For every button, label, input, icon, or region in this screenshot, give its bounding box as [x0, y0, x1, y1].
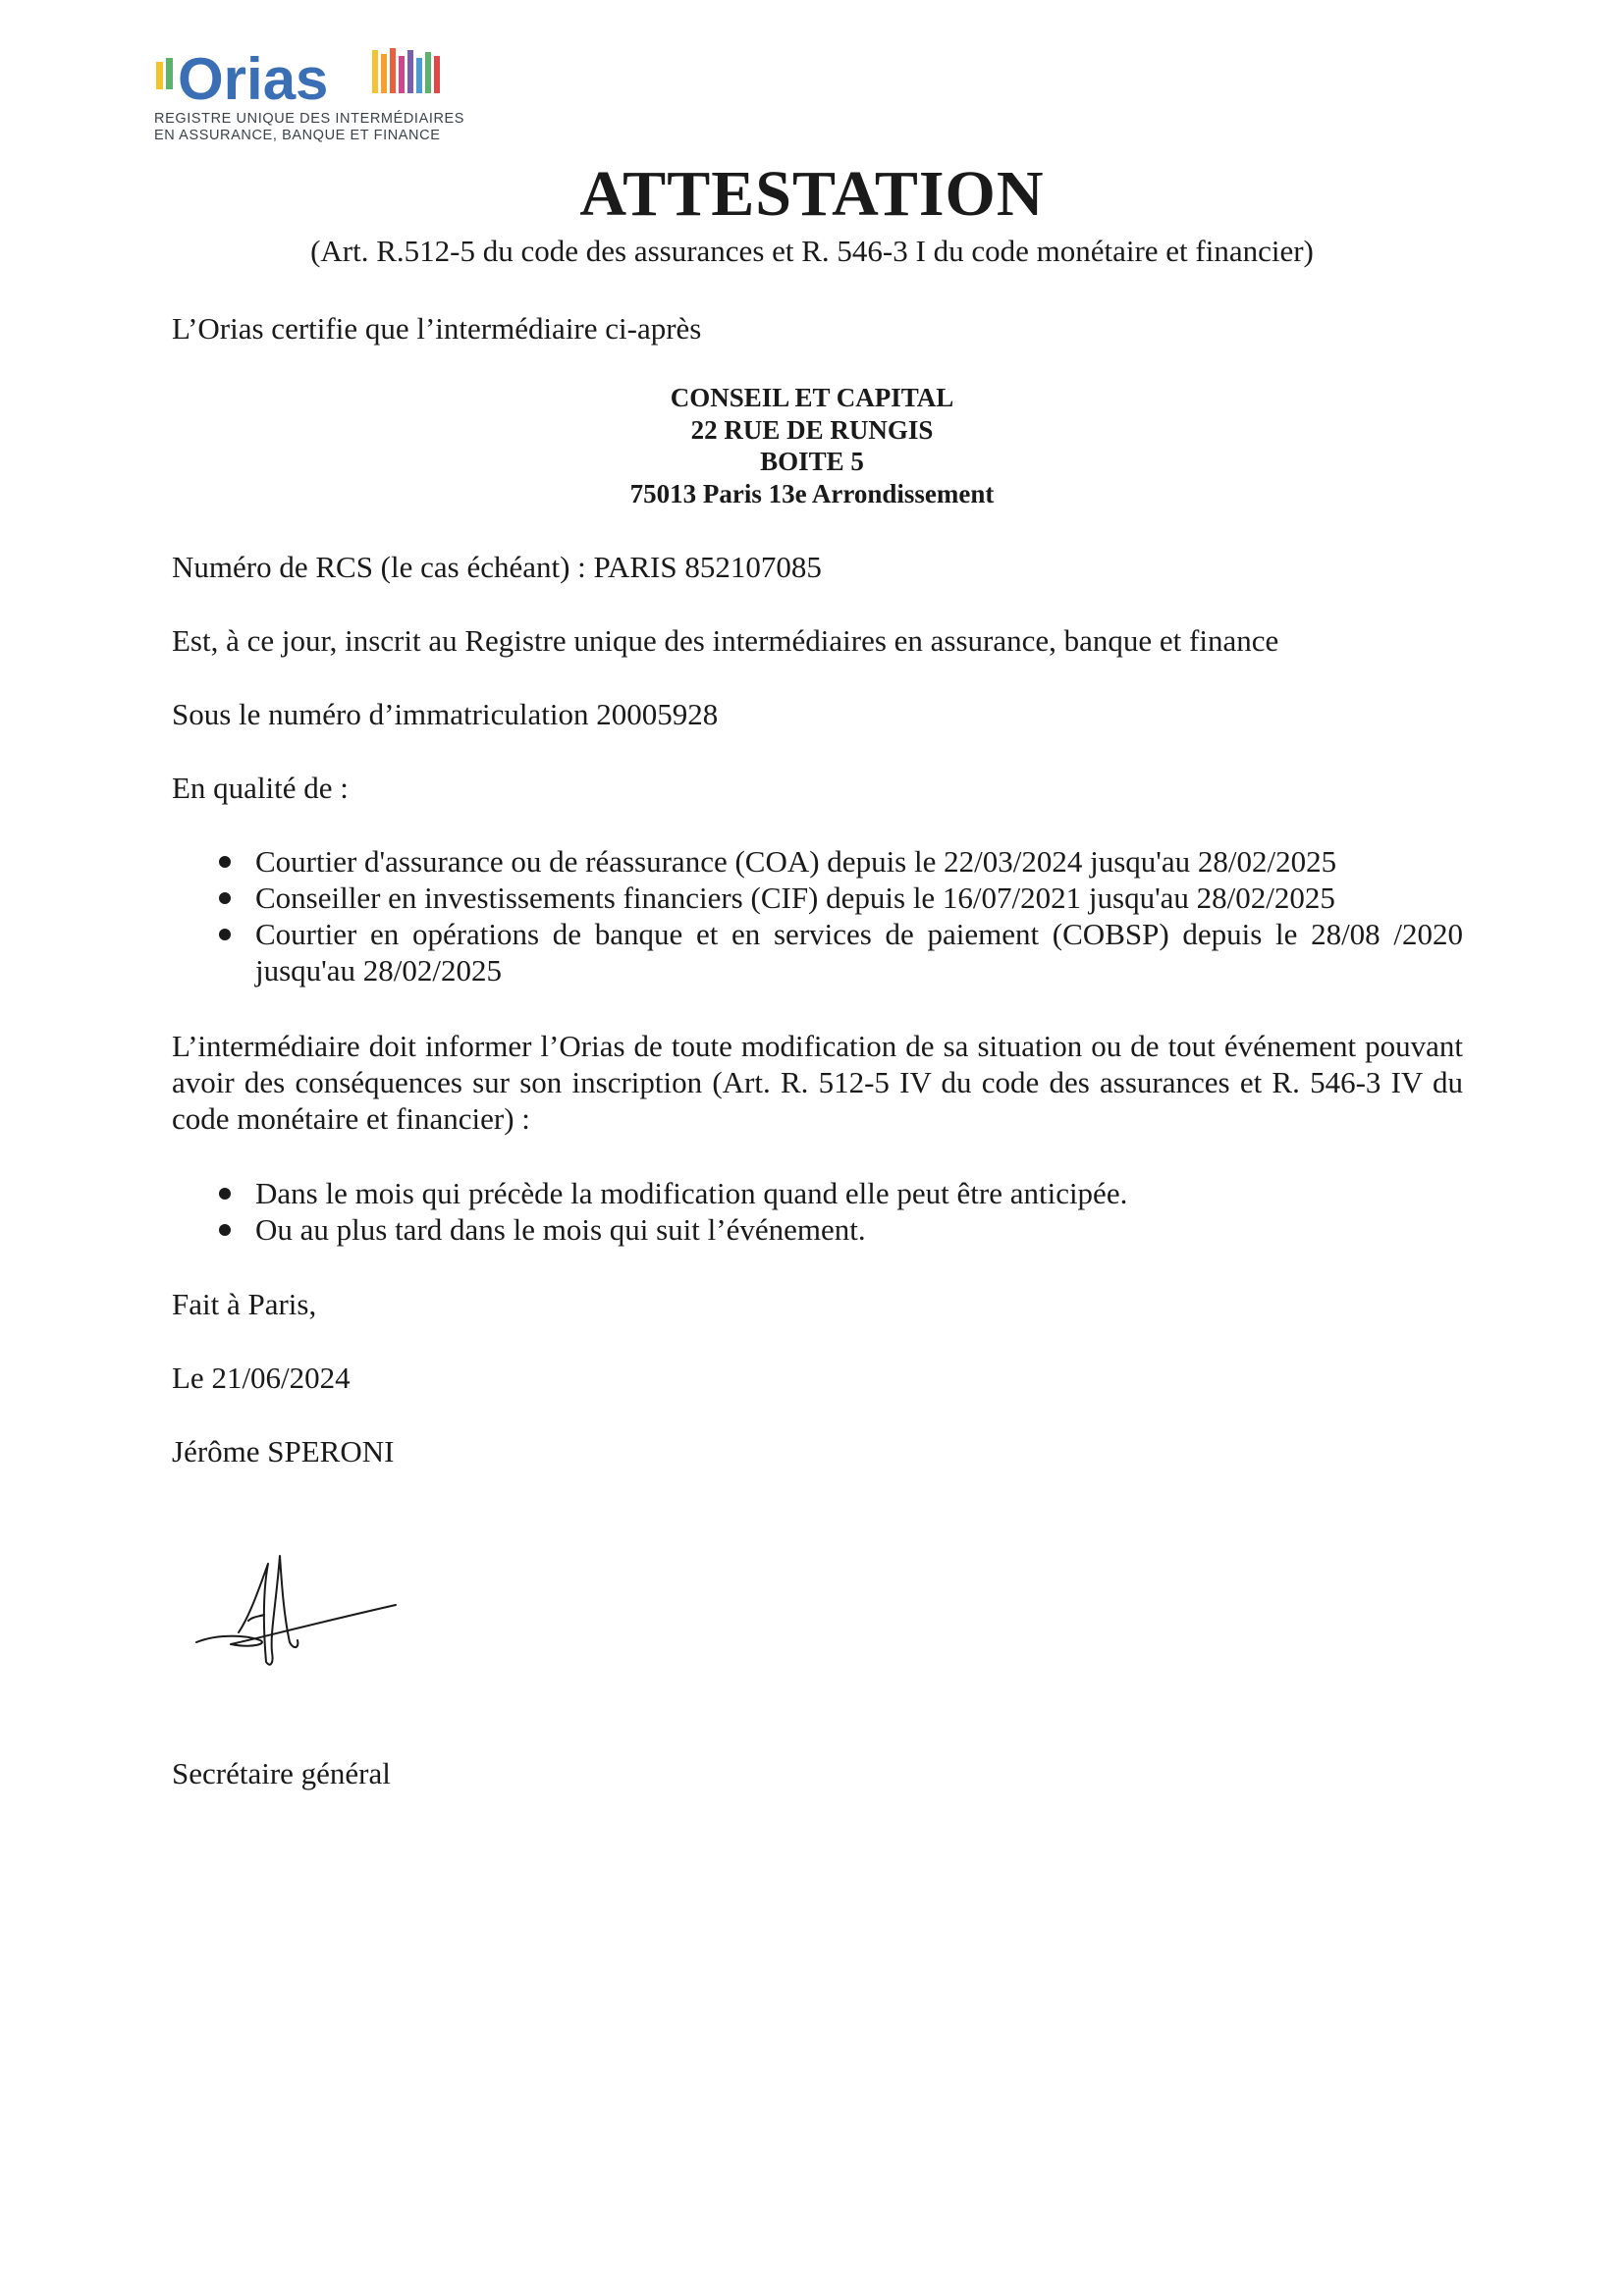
address-box: BOITE 5	[760, 447, 864, 476]
company-name: CONSEIL ET CAPITAL	[670, 383, 954, 412]
obligation-item-text: Ou au plus tard dans le mois qui suit l’événement.	[255, 1212, 866, 1247]
bullet-icon	[219, 1224, 231, 1236]
list-item	[172, 843, 1463, 880]
document-subtitle: (Art. R.512-5 du code des assurances et R. 546-3 I du code monétaire et financier)	[310, 234, 1314, 268]
bullet-icon	[219, 929, 231, 940]
list-item	[172, 916, 1463, 988]
orias-logo-tagline	[154, 111, 478, 144]
bullet-icon	[219, 892, 231, 904]
bullet-icon	[219, 856, 231, 868]
capacities-list	[172, 843, 1463, 988]
capacity-text: Conseiller en investissements financiers (CIF) depuis le 16/07/2021 jusqu'au 28/02/2025	[255, 881, 1335, 915]
address-city: 75013 Paris 13e Arrondissement	[629, 478, 995, 508]
document-title: ATTESTATION	[579, 158, 1045, 230]
obligation-paragraph: L’intermédiaire doit informer l’Orias de toute modification de sa situation ou de tout événement pouvant avoir des conséquences sur son inscription (Art. R. 512-5 IV du code des assurances et R. 546-3 IV du code monétaire et financier) :	[172, 1029, 1463, 1136]
registration-number: Sous le numéro d’immatriculation 20005928	[172, 697, 719, 731]
intro-text: L’Orias certifie que l’intermédiaire ci-après	[172, 311, 702, 346]
capacity-label: En qualité de :	[172, 771, 349, 805]
signatory-name: Jérôme SPERONI	[172, 1434, 395, 1468]
orias-wordmark: Orias	[178, 46, 329, 107]
list-item	[172, 1175, 1463, 1211]
orias-logo-mark	[154, 46, 478, 107]
address-street: 22 RUE DE RUNGIS	[690, 414, 934, 445]
capacity-text: Courtier d'assurance ou de réassurance (COA) depuis le 22/03/2024 jusqu'au 28/02/2025	[255, 844, 1337, 879]
place: Fait à Paris,	[172, 1287, 317, 1321]
registration-statement: Est, à ce jour, inscrit au Registre unique des intermédiaires en assurance, banque et finance	[172, 623, 1279, 658]
obligation-item-text: Dans le mois qui précède la modification quand elle peut être anticipée.	[255, 1176, 1128, 1210]
orias-logo	[154, 46, 468, 149]
bullet-icon	[219, 1188, 231, 1200]
logo-tagline-line2: EN ASSURANCE, BANQUE ET FINANCE	[154, 128, 441, 143]
logo-tagline-line1: REGISTRE UNIQUE DES INTERMÉDIAIRES	[154, 111, 465, 127]
list-item	[172, 880, 1463, 916]
intermediary-address	[0, 382, 1624, 509]
handwritten-signature	[191, 1546, 407, 1683]
list-item	[172, 1211, 1463, 1248]
rcs-number: Numéro de RCS (le cas échéant) : PARIS 852107085	[172, 550, 822, 584]
obligation-list	[172, 1175, 1463, 1248]
capacity-text: Courtier en opérations de banque et en services de paiement (COBSP) depuis le 28/08 /2020 jusqu'au 28/02/2025	[255, 917, 1463, 988]
signatory-role: Secrétaire général	[172, 1756, 391, 1790]
date: Le 21/06/2024	[172, 1361, 351, 1395]
